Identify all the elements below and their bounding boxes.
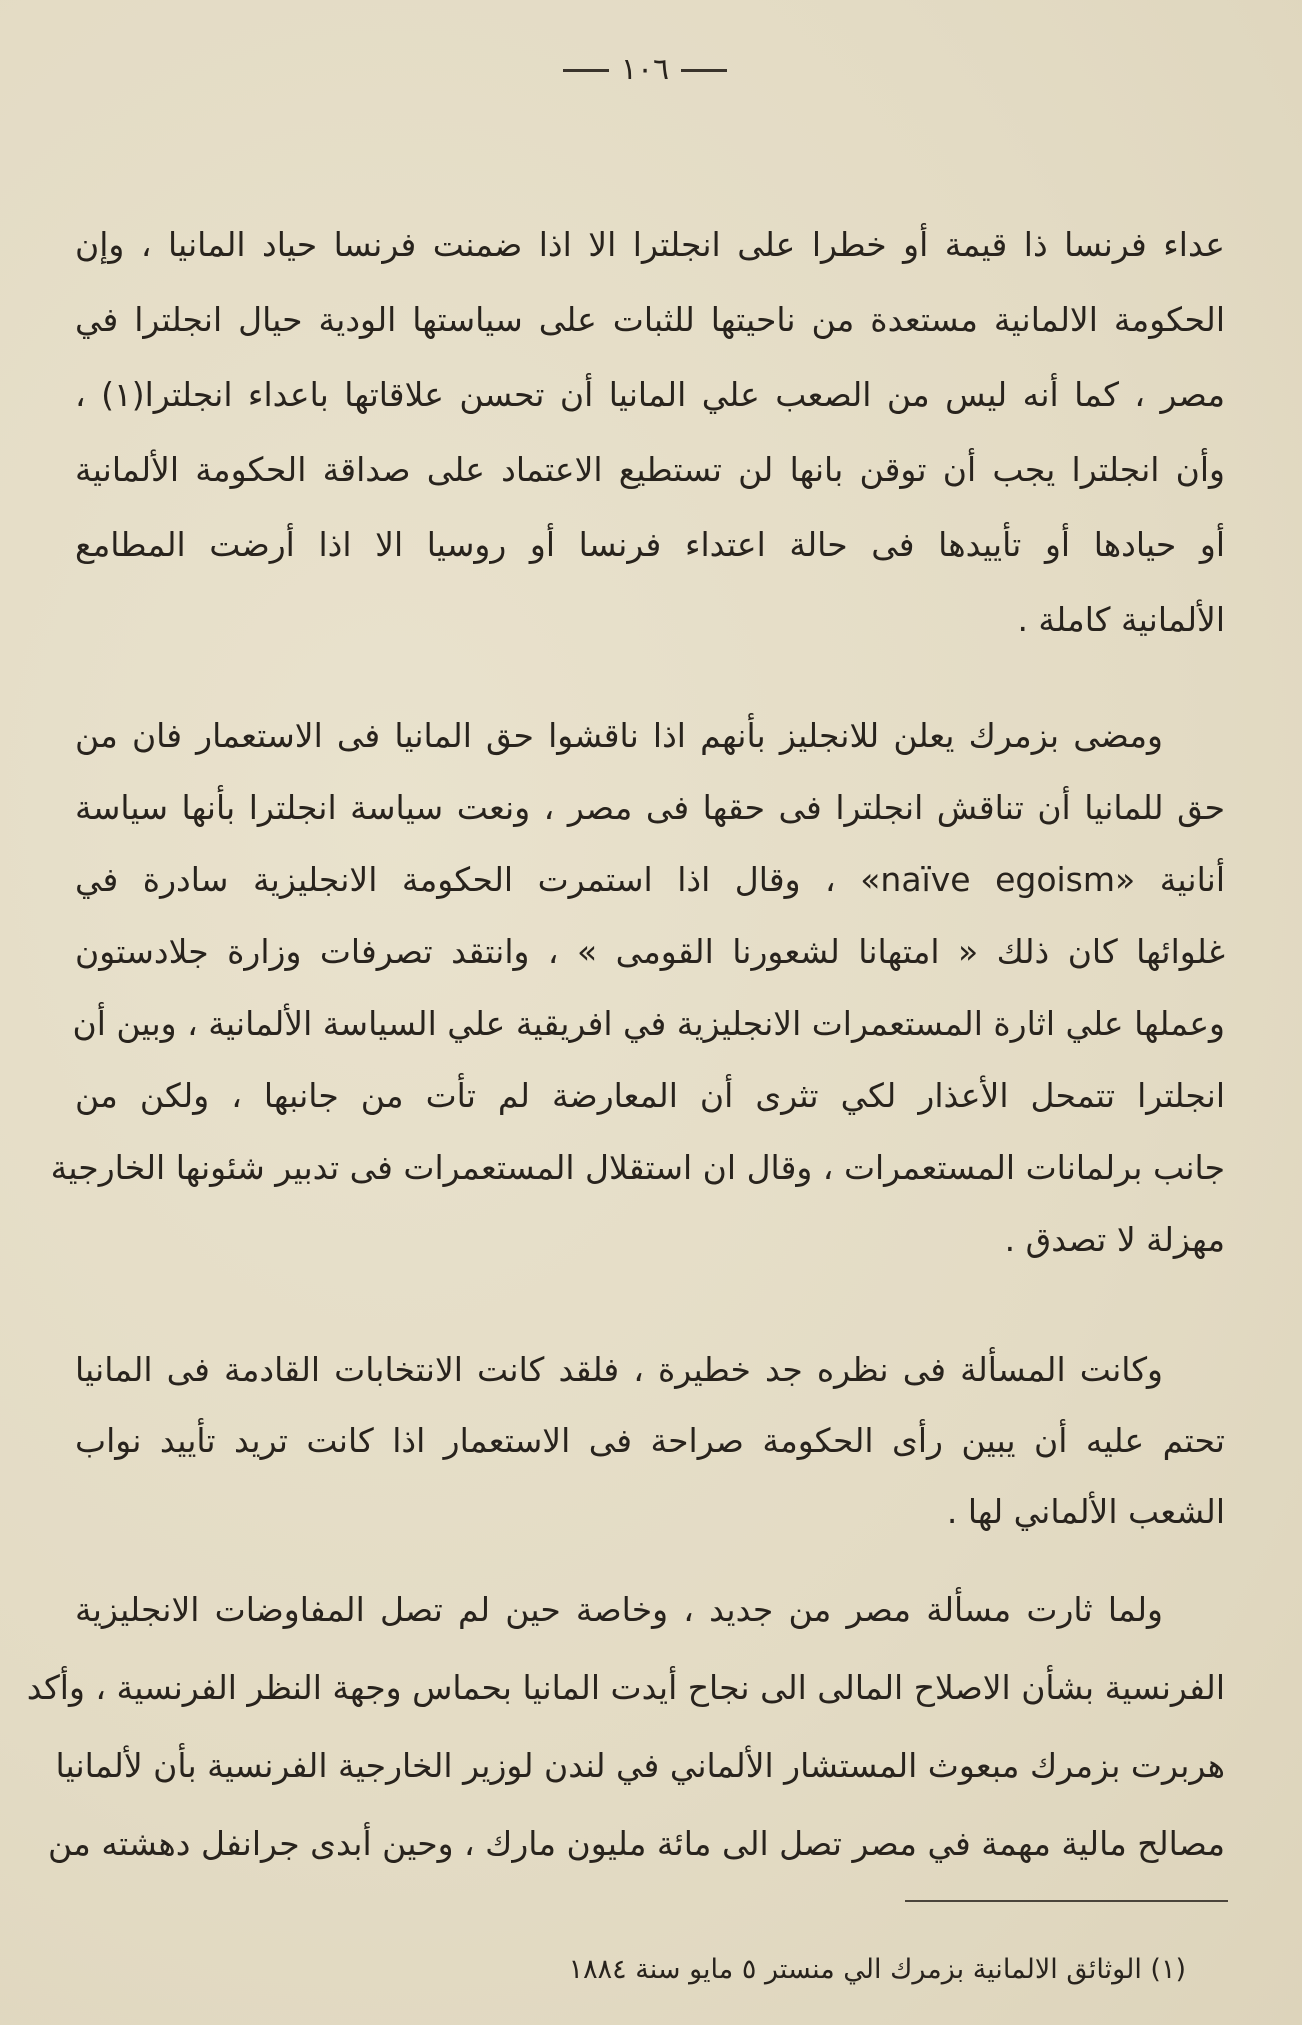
page-number xyxy=(0,52,1290,87)
text-line: تحتم عليه أن يبين رأى الحكومة صراحة فى الاستعمار اذا كانت تريد تأييد نواب xyxy=(75,1421,1225,1460)
text-line: مصر ، كما أنه ليس من الصعب علي المانيا أن تحسن علاقاتها باعداء انجلترا(١) ، xyxy=(75,375,1225,414)
text-line: مهزلة لا تصدق . xyxy=(1004,1220,1225,1259)
page-number-text: ١٠٦ xyxy=(620,52,670,87)
text-line: أو حيادها أو تأييدها فى حالة اعتداء فرنسا أو روسيا الا اذا أرضت المطامع xyxy=(75,525,1225,564)
text-line: وكانت المسألة فى نظره جد خطيرة ، فلقد كانت الانتخابات القادمة فى المانيا xyxy=(75,1350,1163,1389)
text-line: الشعب الألماني لها . xyxy=(946,1492,1225,1531)
text-line: عداء فرنسا ذا قيمة أو خطرا على انجلترا الا اذا ضمنت فرنسا حياد المانيا ، وإن xyxy=(75,225,1225,264)
text-line: أنانية «naïve egoism» ، وقال اذا استمرت الحكومة الانجليزية سادرة في xyxy=(75,860,1225,899)
footnote: (١) الوثائق الالمانية بزمرك الي منستر ٥ مايو سنة ١٨٨٤ xyxy=(568,1954,1186,1985)
text-line: الفرنسية بشأن الاصلاح المالى الى نجاح أيدت المانيا بحماس وجهة النظر الفرنسية ، وأكد xyxy=(26,1668,1225,1707)
text-line: الحكومة الالمانية مستعدة من ناحيتها للثبات على سياستها الودية حيال انجلترا في xyxy=(75,300,1225,339)
text-line: غلوائها كان ذلك « امتهانا لشعورنا القومى » ، وانتقد تصرفات وزارة جلادستون xyxy=(75,932,1225,971)
text-line: ولما ثارت مسألة مصر من جديد ، وخاصة حين لم تصل المفاوضات الانجليزية xyxy=(75,1590,1163,1629)
dash-decoration xyxy=(681,69,727,72)
text-line: وأن انجلترا يجب أن توقن بانها لن تستطيع الاعتماد على صداقة الحكومة الألمانية xyxy=(75,450,1225,489)
text-line: هربرت بزمرك مبعوث المستشار الألماني في لندن لوزير الخارجية الفرنسية بأن لألمانيا xyxy=(55,1746,1225,1785)
text-line: الألمانية كاملة . xyxy=(1017,600,1225,639)
text-line: وعملها علي اثارة المستعمرات الانجليزية في افريقية علي السياسة الألمانية ، وبين أن xyxy=(72,1004,1225,1043)
text-line: جانب برلمانات المستعمرات ، وقال ان استقلال المستعمرات فى تدبير شئونها الخارجية xyxy=(50,1148,1225,1187)
text-line: انجلترا تتمحل الأعذار لكي تثرى أن المعارضة لم تأت من جانبها ، ولكن من xyxy=(75,1076,1225,1115)
text-line: ومضى بزمرك يعلن للانجليز بأنهم اذا ناقشوا حق المانيا فى الاستعمار فان من xyxy=(75,716,1163,755)
dash-decoration xyxy=(563,69,609,72)
text-line: مصالح مالية مهمة في مصر تصل الى مائة مليون مارك ، وحين أبدى جرانفل دهشته من xyxy=(48,1824,1225,1863)
footnote-divider xyxy=(905,1900,1228,1902)
text-line: حق للمانيا أن تناقش انجلترا فى حقها فى مصر ، ونعت سياسة انجلترا بأنها سياسة xyxy=(75,788,1225,827)
